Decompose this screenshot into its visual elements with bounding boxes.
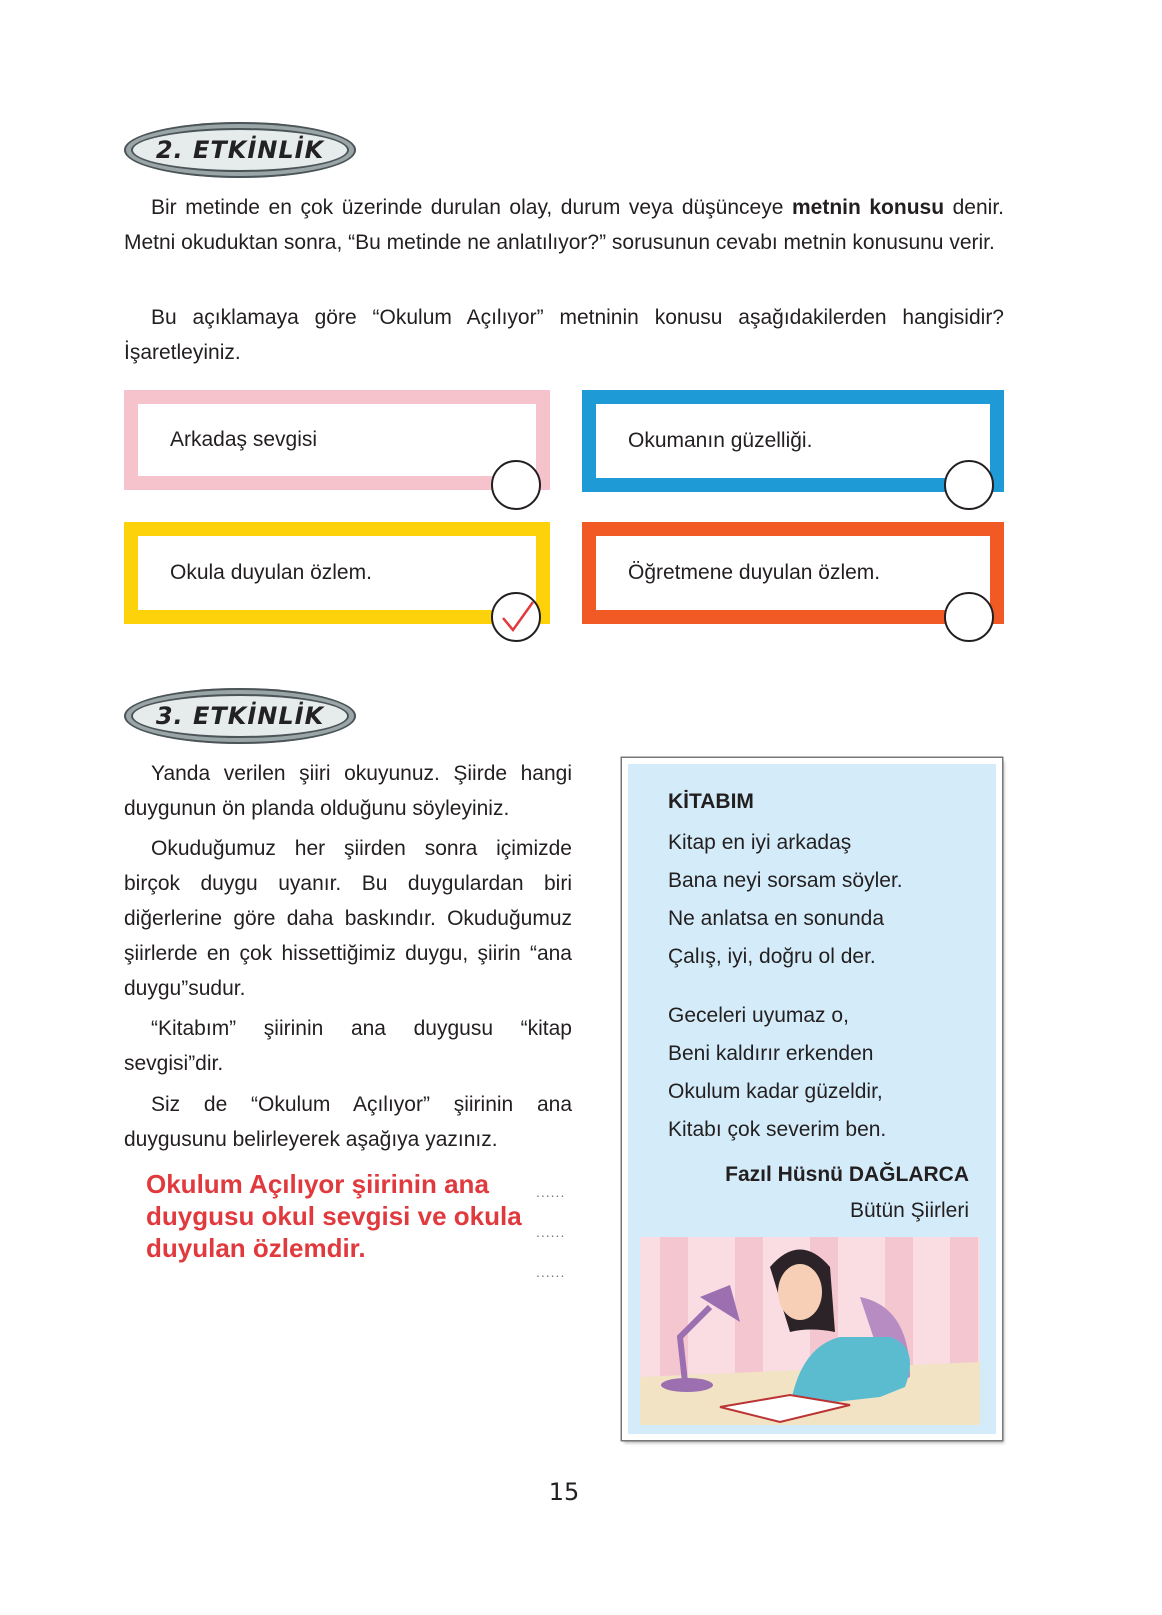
option-card[interactable] bbox=[582, 522, 1004, 624]
poem-line: Bana neyi sorsam söyler. bbox=[668, 869, 903, 892]
girl-reading-illustration bbox=[640, 1237, 980, 1425]
option-label: Arkadaş sevgisi bbox=[170, 428, 318, 451]
option-card[interactable] bbox=[124, 522, 550, 624]
poem-line: Ne anlatsa en sonunda bbox=[668, 907, 884, 930]
option-label: Okula duyulan özlem. bbox=[170, 561, 372, 584]
activity-2-definition bbox=[124, 190, 1004, 260]
handwritten-answer[interactable]: Okulum Açılıyor şiirinin ana duygusu okul sevgisi ve okula duyulan özlemdir. bbox=[146, 1169, 522, 1263]
poem-line: Kitap en iyi arkadaş bbox=[668, 831, 852, 854]
option-card[interactable] bbox=[124, 390, 550, 490]
activity-3-task: Siz de “Okulum Açılıyor” şiirinin ana duygusunu belirleyerek aşağıya yazınız. bbox=[124, 1093, 572, 1151]
poem-line: Geceleri uyumaz o, bbox=[668, 1004, 849, 1027]
definition-text: Bir metinde en çok üzerinde durulan olay, durum veya düşünceye bbox=[151, 196, 792, 219]
poem-author: Fazıl Hüsnü DAĞLARCA bbox=[725, 1163, 969, 1186]
poem-line: Çalış, iyi, doğru ol der. bbox=[668, 945, 876, 968]
answer-dotted-lines: ...... ...... ...... bbox=[536, 1184, 566, 1280]
poem-line: Okulum kadar güzeldir, bbox=[668, 1080, 883, 1103]
activity-3-badge bbox=[124, 688, 356, 744]
activity-3-explanation: Okuduğumuz her şiirden sonra içimizde birçok duygu uyanır. Bu duygulardan biri diğerlerine göre daha baskındır. Okuduğumuz şiirlerde en çok hissettiğimiz duygu, şiirin “ana duygu”sudur. bbox=[124, 837, 572, 1000]
activity-2-question: Bu açıklamaya göre “Okulum Açılıyor” metninin konusu aşağıdakilerden hangisidir? İşaretleyiniz. bbox=[124, 306, 1004, 364]
activity-3-example: “Kitabım” şiirinin ana duygusu “kitap sevgisi”dir. bbox=[124, 1017, 572, 1075]
activity-3-title: 3. ETKİNLİK bbox=[131, 694, 349, 738]
checkmark-icon bbox=[493, 594, 539, 640]
poem-source: Bütün Şiirleri bbox=[849, 1199, 969, 1222]
activity-2-title: 2. ETKİNLİK bbox=[131, 128, 349, 172]
definition-text-end: denir. Metni okuduktan sonra, “Bu metinde ne anlatılıyor?” sorusunun cevabı metnin konusunu verir. bbox=[124, 196, 1004, 254]
option-label: Okumanın güzelliği. bbox=[628, 429, 813, 452]
page-number: 15 bbox=[548, 1478, 580, 1506]
option-card[interactable] bbox=[582, 390, 1004, 492]
option-label: Öğretmene duyulan özlem. bbox=[628, 561, 881, 584]
poem-line: Beni kaldırır erkenden bbox=[668, 1042, 874, 1065]
poem-title: KİTABIM bbox=[668, 790, 754, 813]
option-checkbox[interactable] bbox=[491, 460, 541, 510]
definition-term: metnin konusu bbox=[791, 196, 945, 219]
option-checkbox[interactable] bbox=[944, 460, 994, 510]
option-checkbox-checked[interactable] bbox=[491, 592, 541, 642]
poem-line: Kitabı çok severim ben. bbox=[668, 1118, 887, 1141]
option-checkbox[interactable] bbox=[944, 592, 994, 642]
activity-2-badge bbox=[124, 122, 356, 178]
activity-3-instruction: Yanda verilen şiiri okuyunuz. Şiirde hangi duygunun ön planda olduğunu söyleyiniz. bbox=[124, 762, 572, 820]
